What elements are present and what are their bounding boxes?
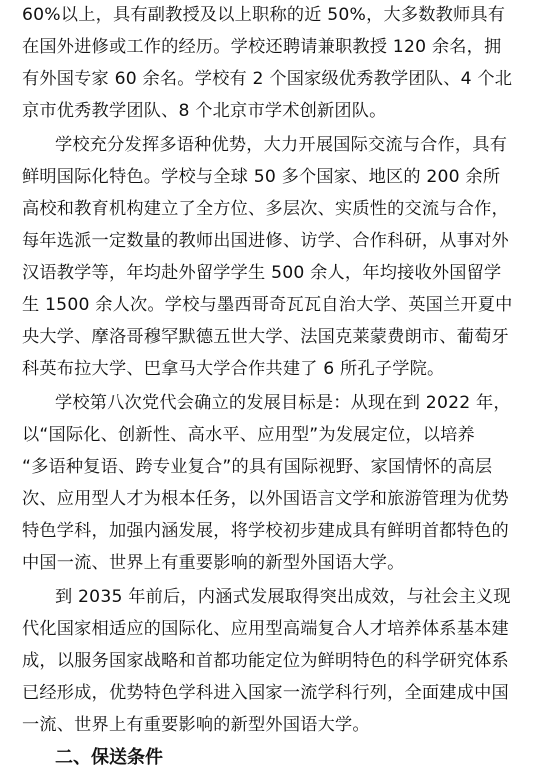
paragraph-3-line-5: 特色学科，加强内涵发展，将学校初步建成具有鲜明首都特色的: [22, 521, 509, 541]
paragraph-3-line-2: 以“国际化、创新性、高水平、应用型”为发展定位，以培养: [22, 425, 475, 445]
section-heading: 二、保送条件: [55, 747, 163, 768]
paragraph-4-line-5: 一流、世界上有重要影响的新型外国语大学。: [22, 715, 370, 735]
paragraph-3-line-1: 学校第八次党代会确立的发展目标是：从现在到 2022 年，: [55, 393, 511, 413]
paragraph-2-line-7: 央大学、摩洛哥穆罕默德五世大学、法国克莱蒙费朗市、葡萄牙: [22, 327, 509, 347]
paragraph-4-line-3: 成，以服务国家战略和首都功能定位为鲜明特色的科学研究体系: [22, 651, 509, 671]
paragraph-2-line-2: 鲜明国际化特色。学校与全球 50 多个国家、地区的 200 余所: [22, 167, 501, 187]
paragraph-4-line-1: 到 2035 年前后，内涵式发展取得突出成效，与社会主义现: [55, 587, 511, 607]
paragraph-3-line-3: “多语种复语、跨专业复合”的具有国际视野、家国情怀的高层: [22, 457, 493, 477]
paragraph-4-line-2: 代化国家相适应的国际化、应用型高端复合人才培养体系基本建: [22, 619, 509, 639]
paragraph-2-line-4: 每年选派一定数量的教师出国进修、访学、合作科研，从事对外: [22, 231, 509, 251]
paragraph-3-line-6: 中国一流、世界上有重要影响的新型外国语大学。: [22, 553, 405, 573]
paragraph-1-line-3: 有外国专家 60 余名。学校有 2 个国家级优秀教学团队、4 个北: [22, 69, 513, 89]
paragraph-1-line-4: 京市优秀教学团队、8 个北京市学术创新团队。: [22, 101, 387, 121]
paragraph-2-line-5: 汉语教学等，年均赴外留学学生 500 余人，年均接收外国留学: [22, 263, 502, 283]
paragraph-1-line-1: 60%以上，具有副教授及以上职称的近 50%，大多数教师具有: [22, 5, 506, 25]
paragraph-2-line-3: 高校和教育机构建立了全方位、多层次、实质性的交流与合作，: [22, 199, 509, 219]
paragraph-4-line-4: 已经形成，优势特色学科进入国家一流学科行列，全面建成中国: [22, 683, 509, 703]
paragraph-2-line-1: 学校充分发挥多语种优势，大力开展国际交流与合作，具有: [55, 135, 508, 155]
paragraph-2-line-8: 科英布拉大学、巴拿马大学合作共建了 6 所孔子学院。: [22, 359, 445, 379]
paragraph-2-line-6: 生 1500 余人次。学校与墨西哥奇瓦瓦自治大学、英国兰开夏中: [22, 295, 513, 315]
paragraph-1-line-2: 在国外进修或工作的经历。学校还聘请兼职教授 120 余名，拥: [22, 37, 502, 57]
paragraph-3-line-4: 次、应用型人才为根本任务，以外国语言文学和旅游管理为优势: [22, 489, 509, 509]
